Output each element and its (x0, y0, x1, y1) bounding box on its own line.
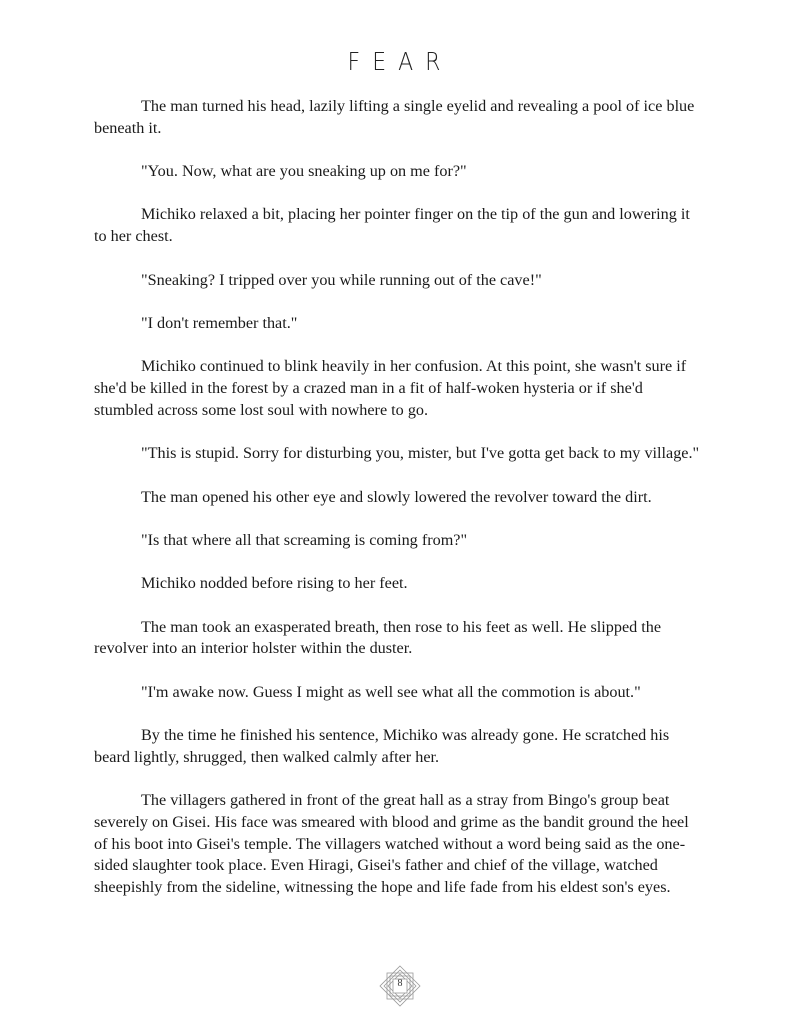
paragraph: The man opened his other eye and slowly lowered the revolver toward the dirt. (141, 487, 652, 506)
paragraph: "I'm awake now. Guess I might as well see what all the commotion is about." (141, 682, 641, 701)
paragraph: The villagers gathered in front of the great hall as a stray from Bingo's group beat severely on Gisei. His face was smeared with blood and grime as the bandit ground the heel of his boot into Gisei's temple. The villagers watched without a word being said as the one-sided slaughter took place. Even Hiragi, Gisei's father and chief of the village, watched sheepishly from the sideline, witnessing the hope and life fade from his eldest son's eyes. (94, 791, 689, 897)
body-text (94, 96, 706, 921)
paragraph: By the time he finished his sentence, Michiko was already gone. He scratched his beard lightly, shrugged, then walked calmly after her. (94, 726, 670, 766)
paragraph: Michiko continued to blink heavily in her confusion. At this point, she wasn't sure if she'd be killed in the forest by a crazed man in a fit of half-woken hysteria or if she'd stumbled across some lost soul with nowhere to go. (94, 357, 687, 419)
paragraph: "Sneaking? I tripped over you while running out of the cave!" (141, 270, 542, 289)
paragraph: Michiko relaxed a bit, placing her pointer finger on the tip of the gun and lowering it to her chest. (94, 205, 690, 246)
paragraph: "Is that where all that screaming is coming from?" (141, 530, 468, 549)
paragraph: "You. Now, what are you sneaking up on me for?" (141, 162, 467, 181)
chapter-title: FEAR (347, 48, 453, 77)
paragraph: The man turned his head, lazily lifting a single eyelid and revealing a pool of ice blue beneath it. (94, 97, 695, 137)
paragraph: "This is stupid. Sorry for disturbing you, mister, but I've gotta get back to my village." (141, 444, 700, 463)
paragraph: The man took an exasperated breath, then rose to his feet as well. He slipped the revolver into an interior holster within the duster. (94, 617, 662, 658)
paragraph: Michiko nodded before rising to her feet. (141, 574, 408, 593)
paragraph: "I don't remember that." (141, 313, 298, 332)
page-number: 8 (397, 978, 403, 989)
